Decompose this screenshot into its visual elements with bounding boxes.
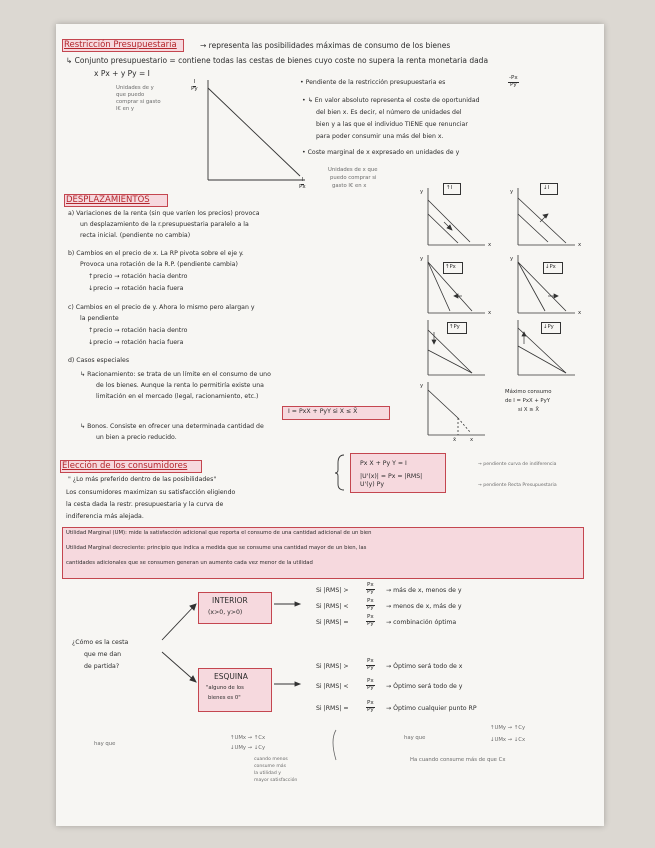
- footnote-left: mayor satisfacción: [254, 778, 298, 783]
- esquina-label: ESQUINA: [214, 672, 248, 681]
- esquina-label: bienes es 0": [208, 695, 241, 701]
- um-decreciente: cantidades adicionales que se consumen generan un aumento cada vez menor de la utilidad: [66, 560, 313, 566]
- case-d: ↳ Racionamiento: se trata de un límite en el consumo de uno: [80, 371, 271, 378]
- rule-cond: Si |RMS| >: [316, 587, 349, 594]
- case-b: ↓precio → rotación hacia fuera: [88, 285, 184, 292]
- interior-label: (x>0, y>0): [208, 609, 243, 616]
- price-ratio: $\frac{Px}{Py}$: [367, 700, 374, 713]
- eleccion-text: Los consumidores maximizan su satisfacción eligiendo: [66, 489, 236, 496]
- interior-label: INTERIOR: [212, 596, 248, 605]
- optimality-eq: U'(y) Py: [360, 481, 385, 488]
- price-ratio: $\frac{Px}{Py}$: [367, 614, 374, 627]
- axis-label: y: [510, 256, 514, 262]
- esquina-label: "alguno de los: [206, 685, 244, 691]
- case-d: ↳ Bonos. Consiste en ofrecer una determinada cantidad de: [80, 423, 264, 430]
- rule-result: → más de x, menos de y: [386, 587, 462, 594]
- footnote-right: Ha cuando consume más de que Cx: [410, 757, 506, 763]
- bullet-line: bien y a las que el individuo TIENE que renunciar: [316, 121, 468, 128]
- footnote-right: hay que: [404, 735, 426, 741]
- rule-cond: Si |RMS| =: [316, 705, 349, 712]
- axis-label: x: [578, 310, 582, 316]
- side-note: → pendiente curva de indiferencia: [478, 462, 557, 467]
- y-axis-note: que puedo: [116, 92, 145, 98]
- price-ratio: $\frac{Px}{Py}$: [367, 582, 374, 595]
- definition-text: → representa las posibilidades máximas de consumo de los bienes: [200, 41, 451, 50]
- rule-cond: Si |RMS| =: [316, 619, 349, 626]
- axis-label: x: [470, 437, 474, 443]
- footnote-left: ↓UMy → ↓Cy: [230, 745, 266, 751]
- case-b: b) Cambios en el precio de x. La RP pivota sobre el eje y.: [68, 250, 244, 257]
- case-d: un bien a precio reducido.: [96, 434, 177, 441]
- eleccion-text: " ¿Lo más preferido dentro de las posibilidades": [68, 476, 217, 483]
- case-b: Provoca una rotación de la R.P. (pendiente cambia): [80, 261, 238, 268]
- footnote-left: cuando menos: [254, 757, 288, 762]
- conjunto-text: ↳ Conjunto presupuestario = contiene todas las cestas de bienes cuyo coste no supera la renta monetaria dada: [66, 56, 489, 65]
- case-b: ↑precio → rotación hacia dentro: [88, 273, 188, 280]
- graph-label: ↓I: [543, 185, 550, 191]
- optimality-eq: Px X + Py Y = I: [360, 460, 407, 467]
- x-axis-note: gasto I€ en x: [332, 183, 367, 189]
- footnote-left: ↑UMx → ↑Cx: [230, 735, 266, 741]
- case-a: recta inicial. (pendiente no cambia): [80, 232, 191, 239]
- optimality-eq: |U'(x)| = Px = |RMS|: [360, 473, 423, 480]
- case-d: limitación en el mercado (legal, racionamiento, etc.): [96, 393, 259, 400]
- x-axis-note: Unidades de x que: [328, 167, 378, 173]
- case-a: un desplazamiento de la r.presupuestaria paralelo a la: [80, 221, 249, 228]
- bullet-line: del bien x. Es decir, el número de unidades del: [316, 109, 462, 116]
- question-text: ¿Cómo es la cesta: [72, 639, 129, 646]
- rule-result: → Óptimo será todo de y: [386, 683, 463, 690]
- axis-label: y: [510, 189, 514, 195]
- racionamiento-equation: I = PxX + PyY si X ≤ X̄: [288, 408, 358, 415]
- case-d: d) Casos especiales: [68, 357, 130, 364]
- side-note: → pendiente Recta Presupuestaria: [478, 483, 557, 488]
- case-a: a) Variaciones de la renta (sin que varíen los precios) provoca: [68, 210, 260, 217]
- case-c: ↓precio → rotación hacia fuera: [88, 339, 184, 346]
- bullet-line: para poder consumir una más del bien x.: [316, 133, 444, 140]
- rule-cond: Si |RMS| <: [316, 683, 349, 690]
- slope-fraction: $\frac{-Px}{Py}$: [509, 75, 518, 88]
- price-ratio: $\frac{Px}{Py}$: [367, 658, 374, 671]
- bullet-coste-marginal: • Coste marginal de x expresado en unidades de y: [302, 149, 460, 156]
- graph-label: ↑I: [446, 185, 453, 191]
- eleccion-text: la cesta dada la restr. presupuestaria y la curva de: [66, 501, 224, 508]
- um-decreciente: Utilidad Marginal decreciente: principio que indica a medida que se consume una cantidad mayor de un bien, las: [66, 545, 367, 551]
- heading-eleccion: Elección de los consumidores: [62, 461, 188, 471]
- rule-cond: Si |RMS| >: [316, 663, 349, 670]
- rule-cond: Si |RMS| <: [316, 603, 349, 610]
- axis-label: y: [420, 189, 424, 195]
- bullet-coste-oportunidad: • ↳ En valor absoluto representa el coste de oportunidad: [302, 97, 480, 104]
- max-consumo-note: Máximo consumo: [505, 389, 552, 395]
- rule-result: → menos de x, más de y: [386, 603, 462, 610]
- question-text: de partida?: [84, 663, 120, 670]
- axis-label: y: [420, 256, 424, 262]
- y-axis-note: Unidades de y: [116, 85, 154, 91]
- footnote-left: la utilidad y: [254, 771, 281, 776]
- y-axis-note: I€ en y: [116, 106, 135, 112]
- rule-result: → combinación óptima: [386, 619, 457, 626]
- graph-label: ↓Py: [543, 324, 554, 330]
- axis-label: x: [488, 310, 492, 316]
- graph-label: ↑Py: [449, 324, 460, 330]
- case-c: la pendiente: [80, 315, 119, 322]
- footnote-right: ↑UMy → ↑Cy: [490, 725, 526, 731]
- rule-result: → Óptimo cualquier punto RP: [386, 705, 477, 712]
- axis-label: x: [578, 242, 582, 248]
- budget-equation: x Px + y Py = I: [94, 69, 150, 78]
- max-consumo-note: si X ≥ X̄: [518, 407, 539, 413]
- um-definition: Utilidad Marginal (UM): mide la satisfacción adicional que reporta el consumo de una cantidad adicional de un bien: [66, 530, 372, 536]
- y-axis-note: comprar si gasto: [116, 99, 161, 105]
- case-c: ↑precio → rotación hacia dentro: [88, 327, 188, 334]
- max-consumo-note: de I = PxX + PyY: [505, 398, 551, 404]
- heading-restriccion: Restricción Presupuestaria: [64, 40, 177, 50]
- axis-label: x̄: [453, 437, 457, 443]
- eleccion-text: indiferencia más alejada.: [66, 513, 144, 520]
- rule-result: → Óptimo será todo de x: [386, 663, 463, 670]
- budget-line-graph: [208, 80, 305, 180]
- x-intercept: $\frac{I}{Px}$: [299, 177, 306, 190]
- case-d: de los bienes. Aunque la renta lo permitiría existe una: [96, 382, 264, 389]
- graph-label: ↑Px: [445, 264, 456, 270]
- footnote-left: hay que: [94, 741, 116, 747]
- case-c: c) Cambios en el precio de y. Ahora lo mismo pero alargan y: [68, 304, 255, 311]
- heading-desplazamientos: DESPLAZAMIENTOS: [66, 195, 150, 205]
- y-intercept: $\frac{I}{Py}$: [191, 79, 198, 92]
- axis-label: x: [488, 242, 492, 248]
- price-ratio: $\frac{Px}{Py}$: [367, 678, 374, 691]
- axis-label: y: [420, 383, 424, 389]
- x-axis-note: puedo comprar si: [330, 175, 377, 181]
- bullet-slope: • Pendiente de la restricción presupuestaria es: [300, 79, 446, 86]
- price-ratio: $\frac{Px}{Py}$: [367, 598, 374, 611]
- footnote-left: consume más: [254, 764, 286, 769]
- footnote-right: ↓UMx → ↓Cx: [490, 737, 526, 743]
- question-text: que me dan: [84, 651, 122, 658]
- graph-label: ↓Px: [545, 264, 556, 270]
